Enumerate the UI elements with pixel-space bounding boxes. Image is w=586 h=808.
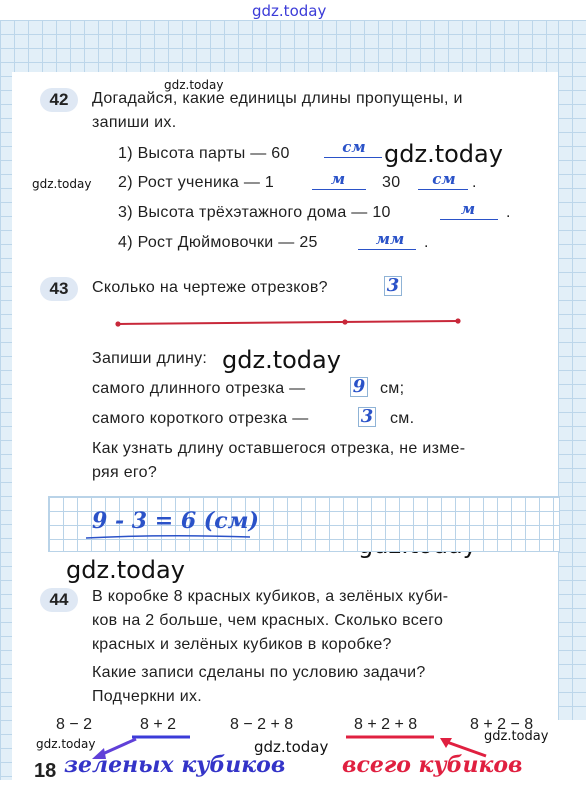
task-42-item: 4) Рост Дюймовочки — 25 (118, 234, 318, 251)
task-42-item: 1) Высота парты — 60 (118, 145, 290, 162)
segment-drawing (110, 312, 470, 332)
task-43-text: Как узнать длину оставшегося отрезка, не изме- (92, 440, 466, 457)
label-total-cubes: всего кубиков (342, 752, 523, 778)
punctuation: . (506, 204, 511, 221)
task-42-text: запиши их. (92, 114, 177, 131)
answer-unit: см (342, 138, 366, 156)
expression: 8 + 2 + 8 (354, 716, 418, 733)
answer-line (418, 189, 468, 190)
watermark: gdz.today (66, 556, 185, 584)
unit-label: см. (390, 410, 415, 427)
answer-line (324, 157, 382, 158)
segment-point (455, 318, 460, 323)
segment-point (342, 319, 347, 324)
watermark: gdz.today (32, 177, 92, 191)
watermark: gdz.today (252, 2, 327, 20)
handwritten-solution: 9 - 3 = 6 (см) (92, 508, 259, 534)
task-44-text: В коробке 8 красных кубиков, а зелёных куби- (92, 588, 449, 605)
answer-box: 3 (358, 407, 376, 427)
watermark: gdz.today (36, 737, 96, 751)
answer-unit: м (460, 200, 476, 218)
task-44-text: Какие записи сделаны по условию задачи? (92, 664, 426, 681)
expression: 8 + 2 (140, 716, 177, 733)
watermark: gdz.today (164, 78, 224, 92)
task-43-text: ряя его? (92, 464, 158, 481)
task-42-item-mid: 30 (382, 174, 401, 191)
watermark: gdz.today (484, 729, 549, 744)
answer-unit: см (432, 170, 456, 188)
watermark: gdz.today (254, 738, 329, 756)
answer-unit: м (330, 170, 346, 188)
task-43-text: самого короткого отрезка — (92, 410, 309, 427)
task-number-43: 43 (40, 277, 78, 301)
grid-background (558, 20, 586, 720)
answer-unit: мм (375, 230, 405, 248)
task-42-item: 3) Высота трёхэтажного дома — 10 (118, 204, 391, 221)
task-number-42: 42 (40, 88, 78, 112)
task-42-text: Догадайся, какие единицы длины пропущены, и (92, 90, 463, 107)
watermark: gdz.today (222, 346, 341, 374)
task-43-text: самого длинного отрезка — (92, 380, 306, 397)
watermark: gdz.today (384, 140, 503, 168)
task-number-44: 44 (40, 588, 78, 612)
task-43-question: Сколько на чертеже отрезков? (92, 279, 328, 296)
answer-line (440, 219, 498, 220)
task-44-text: ков на 2 больше, чем красных. Сколько всего (92, 612, 444, 629)
punctuation: . (424, 234, 429, 251)
answer-line (312, 189, 366, 190)
label-green-cubes: зеленых кубиков (64, 752, 286, 778)
expression: 8 + 2 − 8 (470, 716, 534, 733)
task-44-text: Подчеркни их. (92, 688, 203, 705)
answer-box: 9 (350, 377, 368, 397)
segment-line (118, 321, 458, 324)
expression: 8 − 2 (56, 716, 93, 733)
unit-label: см; (380, 380, 405, 397)
expression: 8 − 2 + 8 (230, 716, 294, 733)
answer-box: 3 (384, 276, 402, 296)
task-44-text: красных и зелёных кубиков в коробке? (92, 636, 392, 653)
grid-background (0, 20, 12, 780)
segment-point (115, 321, 120, 326)
page-number: 18 (34, 760, 57, 782)
answer-line (358, 249, 416, 250)
grid-background (0, 20, 586, 72)
task-43-text: Запиши длину: (92, 350, 208, 367)
punctuation: . (472, 174, 477, 191)
task-42-item: 2) Рост ученика — 1 (118, 174, 275, 191)
solution-underline (84, 532, 254, 542)
